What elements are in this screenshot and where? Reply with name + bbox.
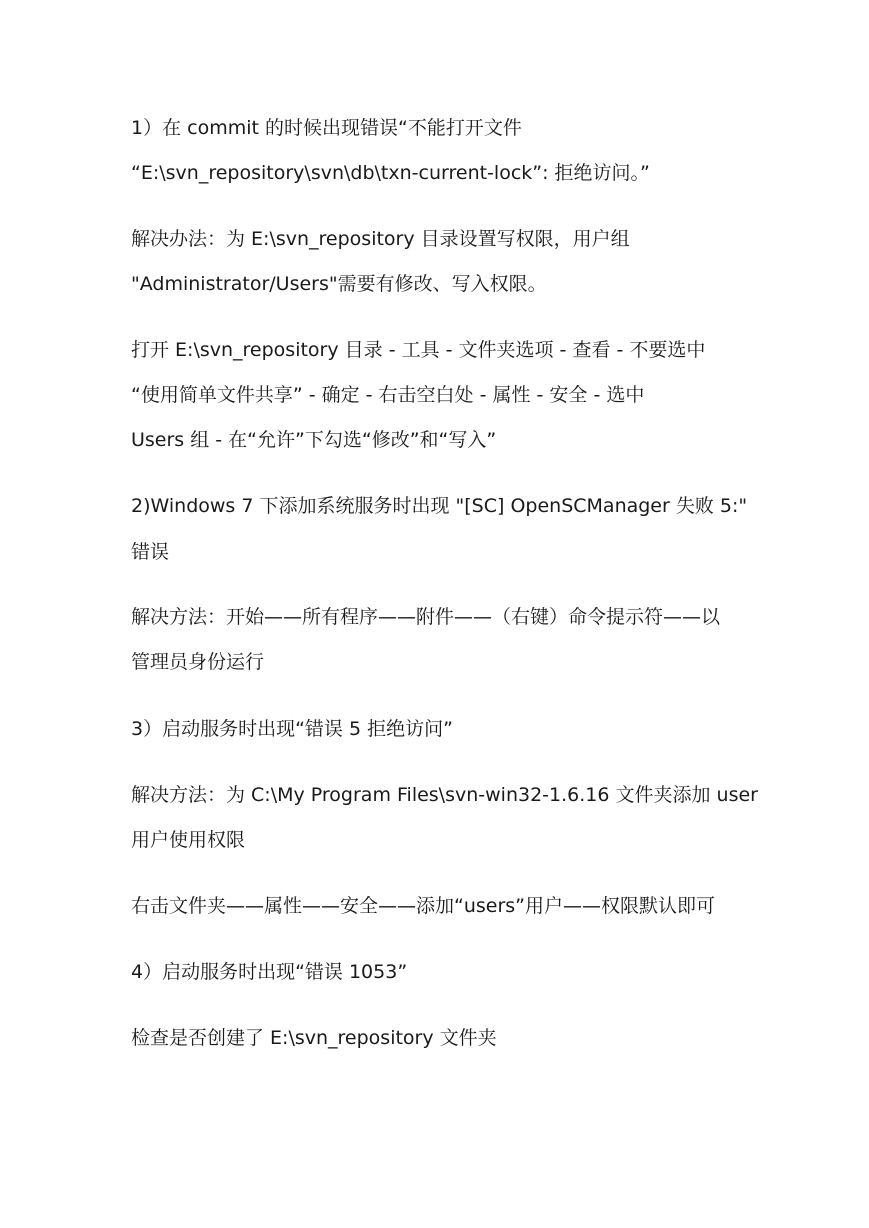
steps-1-line-3: Users 组 - 在“允许”下勾选“修改”和“写入” bbox=[131, 429, 497, 451]
issue-4-heading: 4）启动服务时出现“错误 1053” bbox=[131, 961, 408, 983]
steps-1-line-1: 打开 E:\svn_repository 目录 - 工具 - 文件夹选项 - 查看 - 不要选中 bbox=[131, 339, 706, 361]
solution-3-line-1: 解决方法：为 C:\My Program Files\svn-win32-1.6.16 文件夹添加 user bbox=[131, 784, 758, 806]
issue-2-heading-cont: 错误 bbox=[131, 541, 170, 563]
solution-2-line-2: 管理员身份运行 bbox=[131, 651, 265, 673]
issue-3-heading: 3）启动服务时出现“错误 5 拒绝访问” bbox=[131, 718, 453, 740]
solution-3-line-2: 用户使用权限 bbox=[131, 829, 246, 851]
issue-1-heading: 1）在 commit 的时候出现错误“不能打开文件 bbox=[131, 117, 522, 139]
solution-1-line-1: 解决办法：为 E:\svn_repository 目录设置写权限，用户组 bbox=[131, 228, 630, 250]
issue-2-heading: 2)Windows 7 下添加系统服务时出现 "[SC] OpenSCManager 失败 5:" bbox=[131, 495, 748, 517]
steps-1-line-2: “使用简单文件共享” - 确定 - 右击空白处 - 属性 - 安全 - 选中 bbox=[131, 384, 645, 406]
solution-1-line-2: "Administrator/Users"需要有修改、写入权限。 bbox=[131, 273, 547, 295]
solution-2-line-1: 解决方法：开始——所有程序——附件——（右键）命令提示符——以 bbox=[131, 606, 721, 628]
steps-3-line-1: 右击文件夹——属性——安全——添加“users”用户——权限默认即可 bbox=[131, 895, 716, 917]
solution-4-line-1: 检查是否创建了 E:\svn_repository 文件夹 bbox=[131, 1027, 497, 1049]
issue-1-error-path: “E:\svn_repository\svn\db\txn-current-lock”: 拒绝访问。” bbox=[131, 162, 650, 184]
